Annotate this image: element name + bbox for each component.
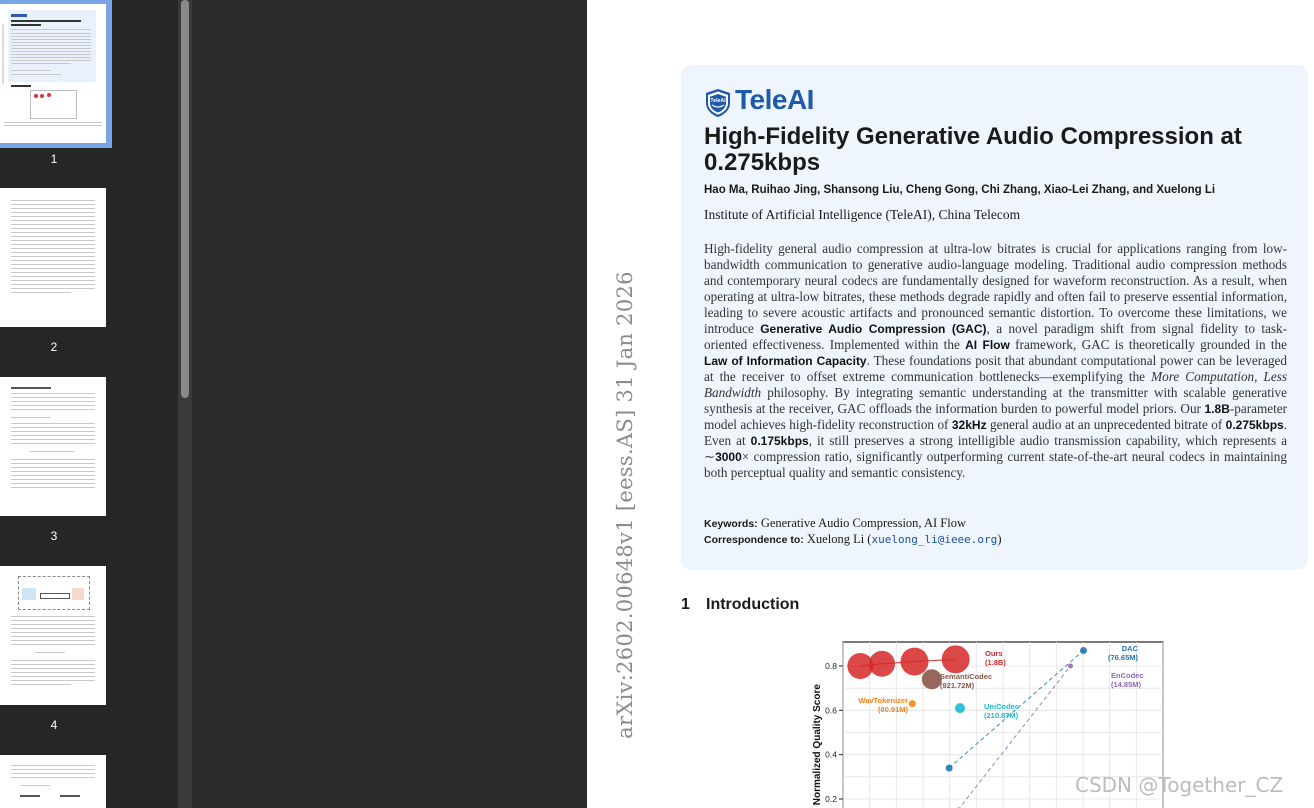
series-sublabel-semanticodec: (921.72M) [940,681,975,690]
series-label-dac: DAC [1121,644,1138,653]
y-tick-label: 0.8 [825,661,837,671]
thumbnail-page-number: 4 [50,718,58,732]
series-label-encodec: EnCodec [1111,671,1144,680]
thumbnail-image [0,4,106,143]
data-point-wavtokenizer [909,700,916,707]
series-sublabel-unicodec: (210.87M) [984,711,1019,720]
series-sublabel-wavtokenizer: (80.91M) [877,705,908,714]
csdn-watermark: CSDN @Together_CZ [1075,773,1284,797]
data-point-unicodec [955,703,965,713]
data-point-encodec [1068,664,1073,669]
sidebar-scrollbar-thumb[interactable] [181,0,189,398]
series-sublabel-ours: (1.8B) [985,658,1006,667]
y-tick-label: 0.2 [825,794,837,804]
thumbnail-page-number: 1 [50,152,58,166]
series-label-wavtokenizer: WavTokenizer [858,696,908,705]
viewer-background [192,0,587,808]
shield-logo-icon [705,88,731,118]
series-label-semanticodec: SemantiCodec [940,672,993,681]
paper-affiliation: Institute of Artificial Intelligence (TeleAI), China Telecom [704,207,1021,222]
thumbnail-image [0,188,106,327]
series-label-ours: Ours [985,649,1003,658]
arxiv-identifier [615,0,635,808]
data-point-ours [942,645,970,673]
thumbnail-sidebar [0,0,178,808]
arxiv-identifier-text: arXiv:2602.00648v1 [eess.AS] 31 Jan 2026 [613,271,637,739]
correspondence-line [704,532,1001,547]
thumbnail-image [0,377,106,516]
keywords-label: Keywords: [704,518,758,530]
y-axis-label: Normalized Quality Score [812,684,823,806]
data-point-ours [869,651,895,677]
y-tick-label: 0.4 [825,749,837,760]
data-point-dac [1080,647,1087,654]
data-point-dac [946,764,953,771]
thumbnail-page-number: 3 [50,529,58,543]
abstract-text: High-fidelity general audio compression at ultra-low bitrates is crucial for applications ranging from low-bandwidth communication to generative audio-language modeling. Traditional audio compression methods and contemporary neural codecs are fundamentally designed for waveform reconstruction. As a result, when operating at ultra-low bitrates, these methods degrade rapidly and often fail to preserve essential information, leading to severe acoustic artifacts and pronounced semantic distortion. To overcome these limitations, we introduce Generative Audio Compression (GAC), a novel paradigm shift from signal fidelity to task-oriented effectiveness. Implemented within the AI Flow framework, GAC is theoretically grounded in the Law of Information Capacity. These foundations posit that abundant computational power can be leveraged at the receiver to offset extreme communication bottlenecks—exemplifying the More Computation, Less Bandwidth philosophy. By integrating semantic understanding at the transmitter with scalable generative synthesis at the receiver, GAC offloads the information burden to powerful model priors. Our 1.8B-parameter model achieves high-fidelity reconstruction of 32kHz general audio at an unprecedented bitrate of 0.275kbps. Even at 0.175kbps, it still preserves a strong intelligible audio transmission capability, which represents a ∼3000× compression ratio, significantly outperforming current state-of-the-art neural codecs in maintaining both perceptual quality and semantic consistency. [704,241,1287,480]
correspondence-close: ) [997,532,1002,546]
data-point-semanticodec [922,669,942,689]
series-sublabel-dac: (76.65M) [1107,653,1138,662]
series-label-unicodec: UniCodec [984,702,1020,711]
correspondence-email-link[interactable]: xuelong_li@ieee.org [871,533,998,546]
data-point-ours [901,648,929,676]
keywords-value: Generative Audio Compression, AI Flow [760,516,967,530]
keywords-line [704,516,966,531]
correspondence-label: Correspondence to: [704,534,804,546]
thumbnail-page-number: 2 [50,340,58,354]
correspondence-name: Xuelong Li ( [806,532,872,546]
paper-authors: Hao Ma, Ruihao Jing, Shansong Liu, Cheng Gong, Chi Zhang, Xiao-Lei Zhang, and Xuelong Li [704,184,1216,196]
thumbnail-image [0,755,106,808]
section-title: Introduction [706,596,800,613]
paper-title: High-Fidelity Generative Audio Compression at 0.275kbps [704,123,1242,176]
logo-badge-text: TeleAI [710,98,726,104]
pdf-page [587,0,1314,808]
section-number: 1 [681,596,690,613]
thumbnail-image [0,566,106,705]
logo-text: TeleAI [735,84,814,115]
series-sublabel-encodec: (14.85M) [1111,680,1142,689]
y-tick-label: 0.6 [825,705,837,716]
